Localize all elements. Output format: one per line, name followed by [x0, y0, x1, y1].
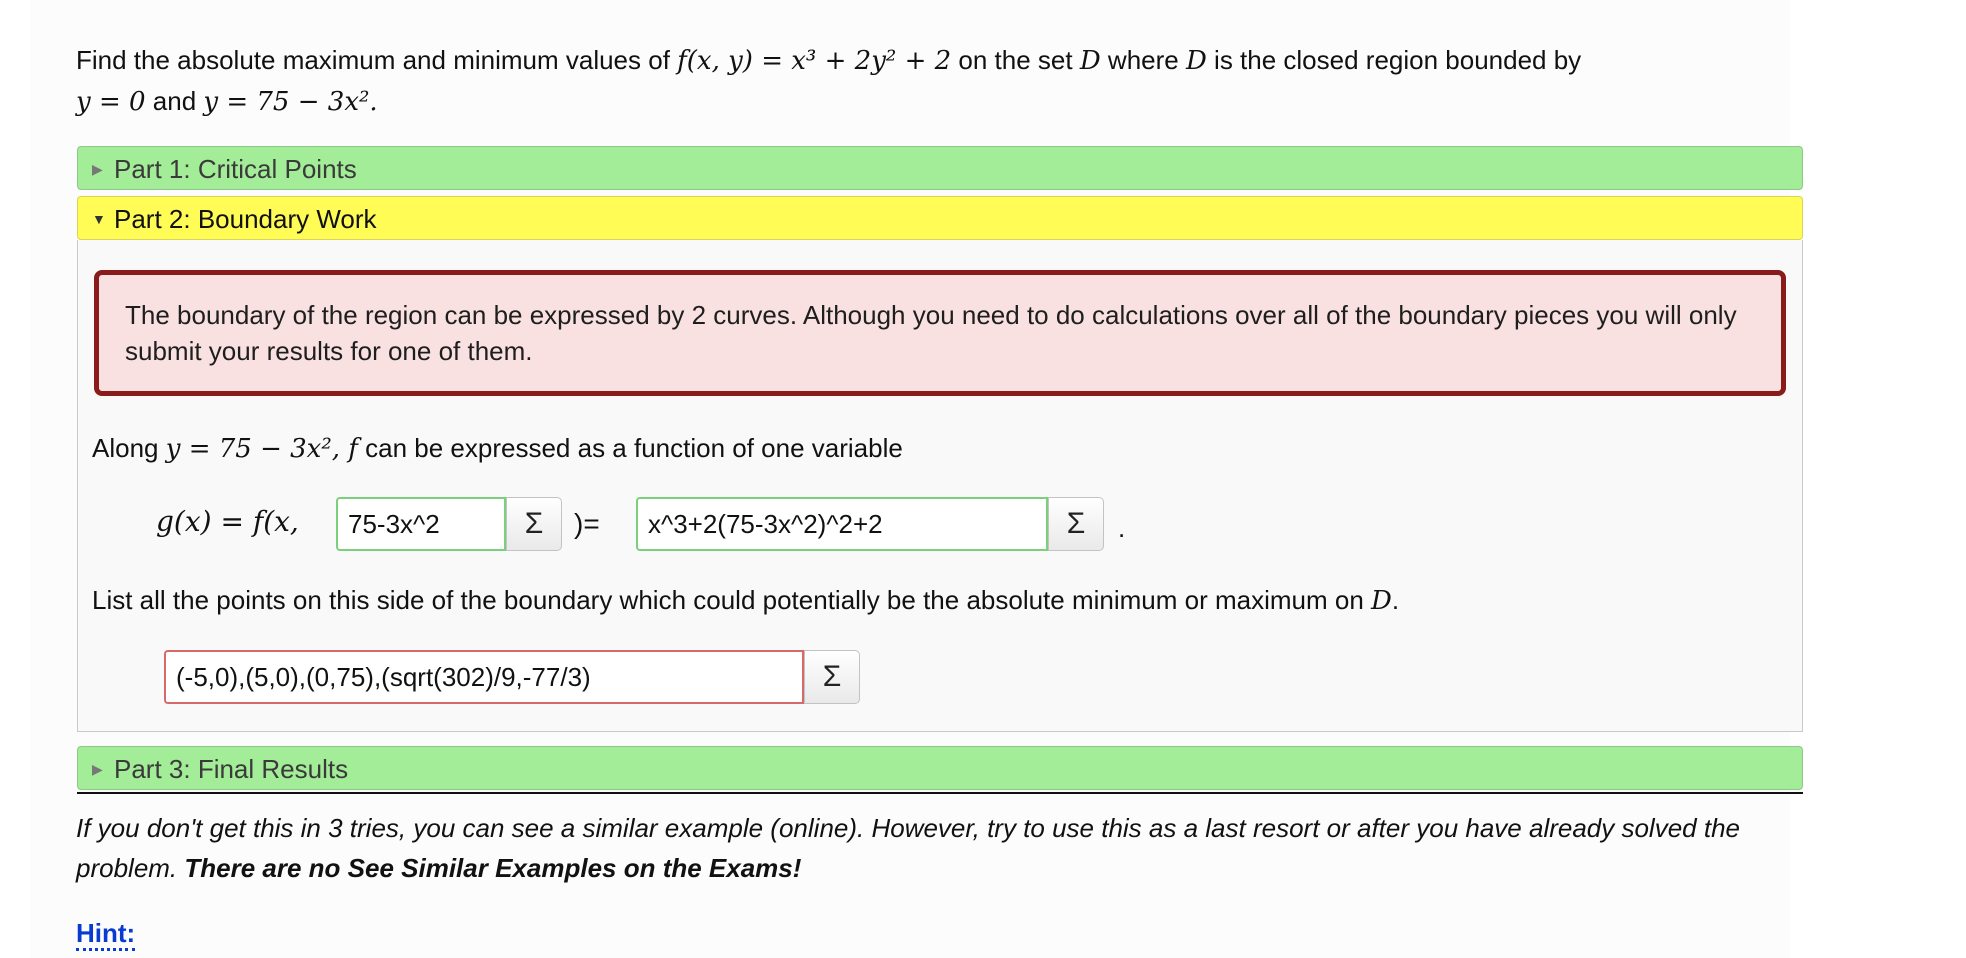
hint-link[interactable]: Hint:	[76, 918, 135, 951]
part3-header[interactable]	[77, 746, 1803, 790]
boundary-alert	[94, 270, 1786, 396]
set-symbol: D	[1371, 586, 1392, 616]
g-expression-input[interactable]: x^3+2(75-3x^2)^2+2	[636, 497, 1048, 551]
alert-text: The boundary of the region can be expressed by 2 curves. Although you need to do calculations over all of the boundary pieces you will only submit your results for one of them.	[125, 300, 1737, 366]
triangle-right-icon: ▶	[92, 761, 103, 777]
triangle-down-icon: ▼	[92, 211, 106, 227]
list-text: List all the points on this side of the boundary which could potentially be the absolute minimum or maximum on	[92, 585, 1372, 615]
part3-label: Part 3: Final Results	[114, 754, 349, 784]
note-italic: If you don't get this in 3 tries, you can see a similar example (online). However, try to use this as a last resort or after you have already solved the problem.	[76, 813, 1740, 883]
along-prefix: Along	[92, 433, 166, 463]
sigma-icon[interactable]: Σ	[1048, 497, 1104, 551]
note-bold: There are no See Similar Examples on the Exams!	[184, 853, 802, 883]
g-definition-lhs: g(x) = f(x,	[156, 505, 299, 538]
part2-header[interactable]	[77, 196, 1803, 240]
sigma-icon[interactable]: Σ	[506, 497, 562, 551]
triangle-right-icon: ▶	[92, 161, 103, 177]
period: .	[1118, 513, 1126, 543]
part2-body	[77, 240, 1803, 732]
page-content	[30, 0, 1790, 958]
along-suffix: can be expressed as a function of one variable	[357, 433, 903, 463]
candidate-points-input[interactable]: (-5,0),(5,0),(0,75),(sqrt(302)/9,-77/3)	[164, 650, 804, 704]
part1-label: Part 1: Critical Points	[114, 154, 357, 184]
paren-equals: )=	[574, 508, 600, 539]
sigma-icon[interactable]: Σ	[804, 650, 860, 704]
problem-text: on the set	[951, 45, 1080, 75]
problem-text: where	[1100, 45, 1186, 75]
problem-text: and	[145, 86, 204, 116]
problem-text: is the closed region bounded by	[1206, 45, 1582, 75]
list-points-prompt	[92, 582, 1399, 619]
function-expression: f(x, y) = x³ + 2y² + 2	[677, 46, 952, 76]
list-end: .	[1391, 585, 1400, 615]
along-math: y = 75 − 3x², f	[165, 434, 358, 464]
divider	[77, 792, 1803, 794]
problem-statement	[76, 40, 1776, 122]
set-symbol: D	[1079, 46, 1101, 76]
problem-text: Find the absolute maximum and minimum values of	[76, 45, 678, 75]
part1-header[interactable]	[77, 146, 1803, 190]
similar-example-note	[76, 808, 1776, 888]
boundary-curve: y = 0	[76, 87, 146, 117]
y-substitution-input[interactable]: 75-3x^2	[336, 497, 506, 551]
set-symbol: D	[1185, 46, 1207, 76]
along-statement	[92, 430, 903, 467]
part2-label: Part 2: Boundary Work	[114, 204, 377, 234]
boundary-curve: y = 75 − 3x².	[203, 87, 378, 117]
